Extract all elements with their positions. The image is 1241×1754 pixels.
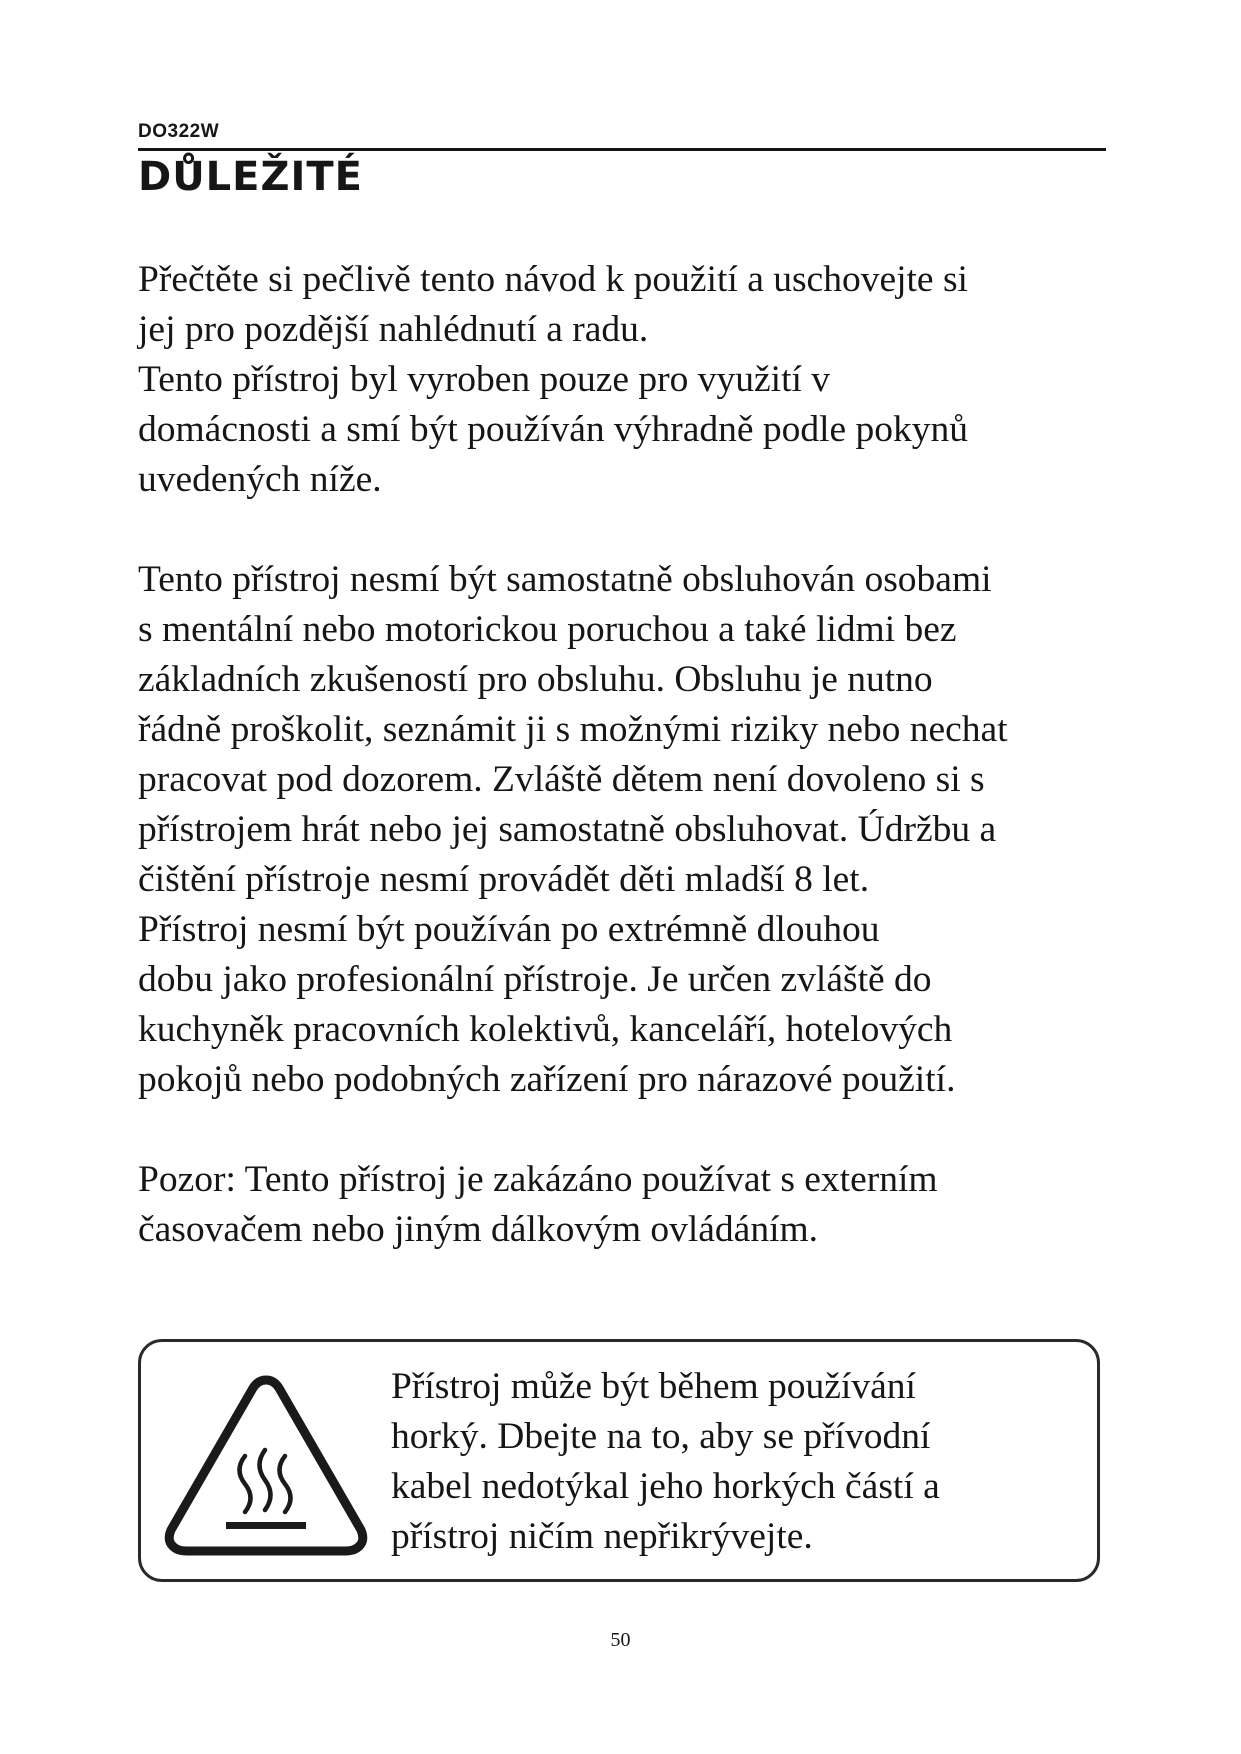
text-line: Přístroj může být během používání	[391, 1366, 916, 1407]
text-line: jej pro pozdější nahlédnutí a radu.	[138, 309, 649, 350]
text-line: Tento přístroj nesmí být samostatně obsluhován osobami	[138, 559, 992, 600]
text-line: horký. Dbejte na to, aby se přívodní	[391, 1416, 931, 1457]
text-line: Pozor: Tento přístroj je zakázáno používat s externím	[138, 1159, 938, 1200]
text-line: pracovat pod dozorem. Zvláště dětem není dovoleno si s	[138, 759, 985, 800]
header-divider	[138, 148, 1106, 151]
text-line: uvedených níže.	[138, 459, 382, 500]
text-line: Přečtěte si pečlivě tento návod k použití a uschovejte si	[138, 259, 968, 300]
paragraph-spacer	[138, 505, 1113, 555]
text-line: kuchyněk pracovních kolektivů, kanceláří, hotelových	[138, 1009, 953, 1050]
model-number: DO322W	[138, 121, 220, 142]
body-text	[138, 255, 1113, 1255]
paragraph-safety	[138, 555, 1113, 1105]
warning-text	[391, 1362, 940, 1562]
text-line: domácnosti a smí být používán výhradně podle pokynů	[138, 409, 969, 450]
paragraph-instructions	[138, 255, 1113, 505]
text-line: základních zkušeností pro obsluhu. Obsluhu je nutno	[138, 659, 933, 700]
text-line: Přístroj nesmí být používán po extrémně dlouhou	[138, 909, 880, 950]
text-line: Tento přístroj byl vyroben pouze pro využití v	[138, 359, 831, 400]
paragraph-caution	[138, 1155, 1113, 1255]
text-line: přístrojem hrát nebo jej samostatně obsluhovat. Údržbu a	[138, 809, 997, 850]
page-title: DŮLEŽITÉ	[138, 154, 363, 200]
text-line: kabel nedotýkal jeho horkých částí a	[391, 1466, 940, 1507]
text-line: čištění přístroje nesmí provádět děti mladší 8 let.	[138, 859, 870, 900]
text-line: s mentální nebo motorickou poruchou a také lidmi bez	[138, 609, 957, 650]
paragraph-spacer	[138, 1105, 1113, 1155]
text-line: řádně proškolit, seznámit ji s možnými riziky nebo nechat	[138, 709, 1008, 750]
text-line: pokojů nebo podobných zařízení pro nárazové použití.	[138, 1059, 956, 1100]
text-line: přístroj ničím nepřikrývejte.	[391, 1516, 813, 1557]
text-line: časovačem nebo jiným dálkovým ovládáním.	[138, 1209, 819, 1250]
hot-surface-warning-box	[138, 1339, 1100, 1582]
page-number: 50	[610, 1629, 631, 1651]
text-line: dobu jako profesionální přístroje. Je určen zvláště do	[138, 959, 932, 1000]
hot-surface-warning-icon	[161, 1370, 371, 1560]
